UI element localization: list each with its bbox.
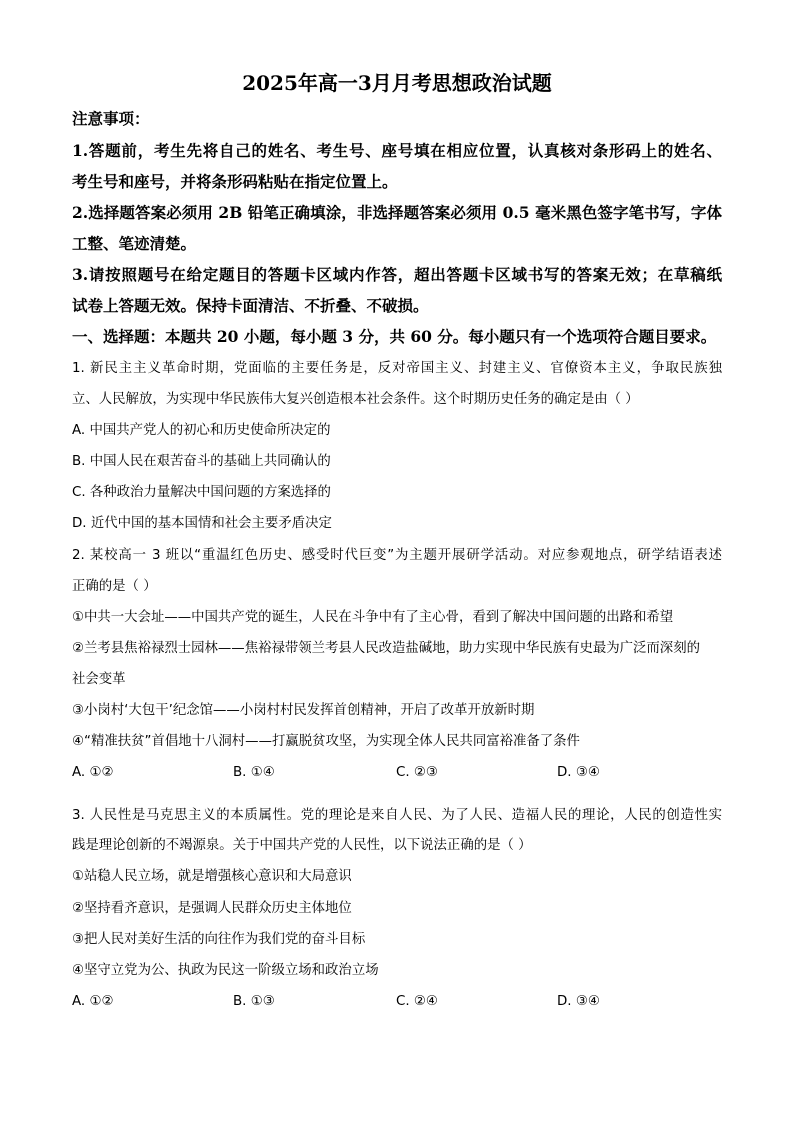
q1-option-a: A. 中国共产党人的初心和历史使命所决定的	[72, 423, 331, 438]
q2-statement-3: ③小岗村‘大包干’纪念馆——小岗村村民发挥首创精神，开启了改革开放新时期	[72, 703, 535, 718]
q1-option-c: C. 各种政治力量解决中国问题的方案选择的	[72, 485, 331, 500]
page-title: 2025年高一3月月考思想政治试题	[242, 71, 552, 95]
notice-item-3-line-2: 试卷上答题无效。保持卡面清洁、不折叠、不破损。	[72, 296, 429, 315]
q3-option-b: B. ①③	[233, 994, 275, 1009]
q2-stem-line-2: 正确的是（ ）	[72, 579, 157, 594]
q3-option-a: A. ①②	[72, 994, 114, 1009]
q3-statement-3: ③把人民对美好生活的向往作为我们党的奋斗目标	[72, 932, 366, 947]
q3-option-d: D. ③④	[557, 994, 600, 1009]
q2-option-a: A. ①②	[72, 765, 114, 780]
q1-option-b: B. 中国人民在艰苦奋斗的基础上共同确认的	[72, 454, 331, 469]
q2-statement-1: ①中共一大会址——中国共产党的诞生，人民在斗争中有了主心骨，看到了解决中国问题的出路和希望	[72, 610, 674, 625]
notice-item-1-line-2: 考生号和座号，并将条形码粘贴在指定位置上。	[72, 172, 398, 191]
q2-statement-4: ④“精准扶贫”首倡地十八洞村——打赢脱贫攻坚，为实现全体人民共同富裕准备了条件	[72, 734, 580, 749]
q2-statement-2-line-1: ②兰考县焦裕禄烈士园林——焦裕禄带领兰考县人民改造盐碱地，助力实现中华民族有史最为广泛而深刻的	[72, 641, 700, 656]
q3-statement-1: ①站稳人民立场，就是增强核心意识和大局意识	[72, 869, 352, 884]
q2-option-b: B. ①④	[233, 765, 275, 780]
q3-statement-2: ②坚持看齐意识，是强调人民群众历史主体地位	[72, 901, 352, 916]
notice-item-2-line-1: 2.选择题答案必须用 2B 铅笔正确填涂，非选择题答案必须用 0.5 毫米黑色签字笔书写，字体	[72, 203, 722, 222]
q1-option-d: D. 近代中国的基本国情和社会主要矛盾决定	[72, 516, 332, 531]
q1-stem-line-1: 1. 新民主主义革命时期，党面临的主要任务是，反对帝国主义、封建主义、官僚资本主义，争取民族独	[72, 361, 722, 376]
notice-heading: 注意事项：	[72, 109, 150, 128]
q3-stem-line-1: 3. 人民性是马克思主义的本质属性。党的理论是来自人民、为了人民、造福人民的理论，人民的创造性实	[72, 808, 722, 823]
q3-stem-line-2: 践是理论创新的不竭源泉。关于中国共产党的人民性，以下说法正确的是（ ）	[72, 838, 532, 853]
q1-stem-line-2: 立、人民解放，为实现中华民族伟大复兴创造根本社会条件。这个时期历史任务的确定是由（ ）	[72, 392, 639, 407]
notice-item-2-line-2: 工整、笔迹清楚。	[72, 234, 197, 253]
notice-item-1-line-1: 1.答题前，考生先将自己的姓名、考生号、座号填在相应位置，认真核对条形码上的姓名、	[72, 141, 722, 160]
q2-option-d: D. ③④	[557, 765, 600, 780]
q3-option-c: C. ②④	[396, 994, 438, 1009]
section-heading-choice: 一、选择题：本题共 20 小题，每小题 3 分，共 60 分。每小题只有一个选项符合题目要求。	[72, 327, 717, 346]
q3-statement-4: ④坚守立党为公、执政为民这一阶级立场和政治立场	[72, 963, 379, 978]
q2-stem-line-1: 2. 某校高一 3 班以“重温红色历史、感受时代巨变”为主题开展研学活动。对应参观地点，研学结语表述	[72, 548, 722, 563]
notice-item-3-line-1: 3.请按照题号在给定题目的答题卡区域内作答，超出答题卡区域书写的答案无效；在草稿纸	[72, 265, 722, 284]
q2-option-c: C. ②③	[396, 765, 438, 780]
q2-statement-2-line-2: 社会变革	[72, 672, 126, 687]
